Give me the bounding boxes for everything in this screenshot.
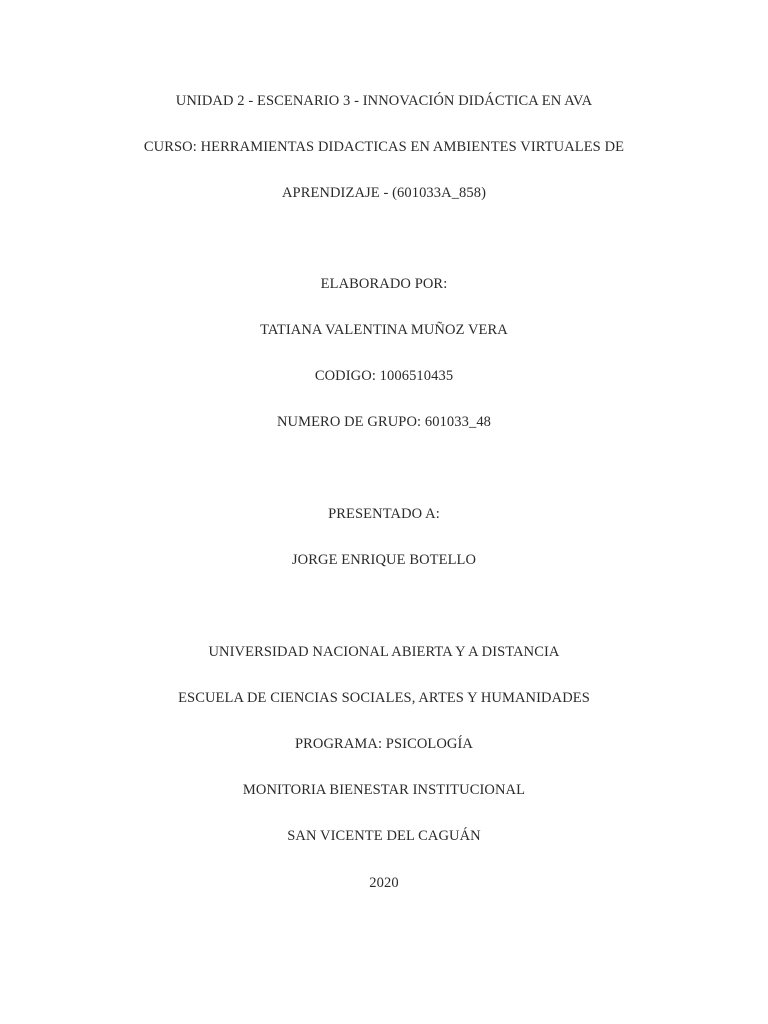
city-name: SAN VICENTE DEL CAGUÁN xyxy=(287,828,481,844)
program-name: PROGRAMA: PSICOLOGÍA xyxy=(294,736,474,752)
recipient-name: JORGE ENRIQUE BOTELLO xyxy=(291,552,477,568)
institutional-unit: MONITORIA BIENESTAR INSTITUCIONAL xyxy=(242,782,526,798)
course-title-line-2: APRENDIZAJE - (601033A_858) xyxy=(281,185,487,201)
university-name: UNIVERSIDAD NACIONAL ABIERTA Y A DISTANCIA xyxy=(208,644,560,660)
unit-title: UNIDAD 2 - ESCENARIO 3 - INNOVACIÓN DIDÁCTICA EN AVA xyxy=(175,93,593,109)
student-code: CODIGO: 1006510435 xyxy=(314,368,454,384)
course-title-line-1: CURSO: HERRAMIENTAS DIDACTICAS EN AMBIENTES VIRTUALES DE xyxy=(143,139,625,155)
year: 2020 xyxy=(369,875,399,891)
group-number: NUMERO DE GRUPO: 601033_48 xyxy=(276,414,492,430)
recipient-label: PRESENTADO A: xyxy=(328,506,440,522)
author-name: TATIANA VALENTINA MUÑOZ VERA xyxy=(260,322,508,338)
author-label: ELABORADO POR: xyxy=(320,276,448,292)
school-name: ESCUELA DE CIENCIAS SOCIALES, ARTES Y HUMANIDADES xyxy=(178,690,590,706)
